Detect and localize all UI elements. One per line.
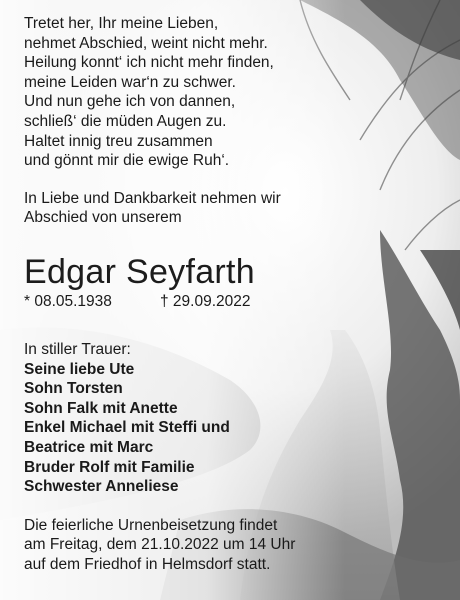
death-date: † 29.09.2022 xyxy=(160,292,251,310)
mourners-list xyxy=(24,340,440,497)
mourners-intro: In stiller Trauer: xyxy=(24,340,131,358)
birth-date: * 08.05.1938 xyxy=(24,292,112,310)
mourner: Schwester Anneliese xyxy=(24,478,179,496)
mourner: Seine liebe Ute xyxy=(24,360,135,378)
mourner: Sohn Falk mit Anette xyxy=(24,399,178,417)
mourner: Beatrice mit Marc xyxy=(24,438,154,456)
mourner: Bruder Rolf mit Familie xyxy=(24,458,195,476)
mourner: Sohn Torsten xyxy=(24,380,123,398)
intro-text: In Liebe und Dankbarkeit nehmen wir Abschied von unserem xyxy=(24,189,281,227)
service-announcement: Die feierliche Urnenbeisetzung findet am Freitag, dem 21.10.2022 um 14 Uhr auf dem Friedhof in Helmsdorf statt. xyxy=(24,516,296,573)
notice-text xyxy=(24,14,440,574)
mourner: Enkel Michael mit Steffi und xyxy=(24,419,230,437)
farewell-poem: Tretet her, Ihr meine Lieben, nehmet Abschied, weint nicht mehr. Heilung konnt‘ ich nicht mehr finden, meine Leiden war‘n zu schwer. Und nun gehe ich von dannen, schließ‘ die müden Augen zu. Haltet innig treu zusammen und gönnt mir die ewige Ruh‘. xyxy=(24,15,274,170)
deceased-name: Edgar Seyfarth xyxy=(24,252,255,291)
life-dates xyxy=(24,292,440,312)
